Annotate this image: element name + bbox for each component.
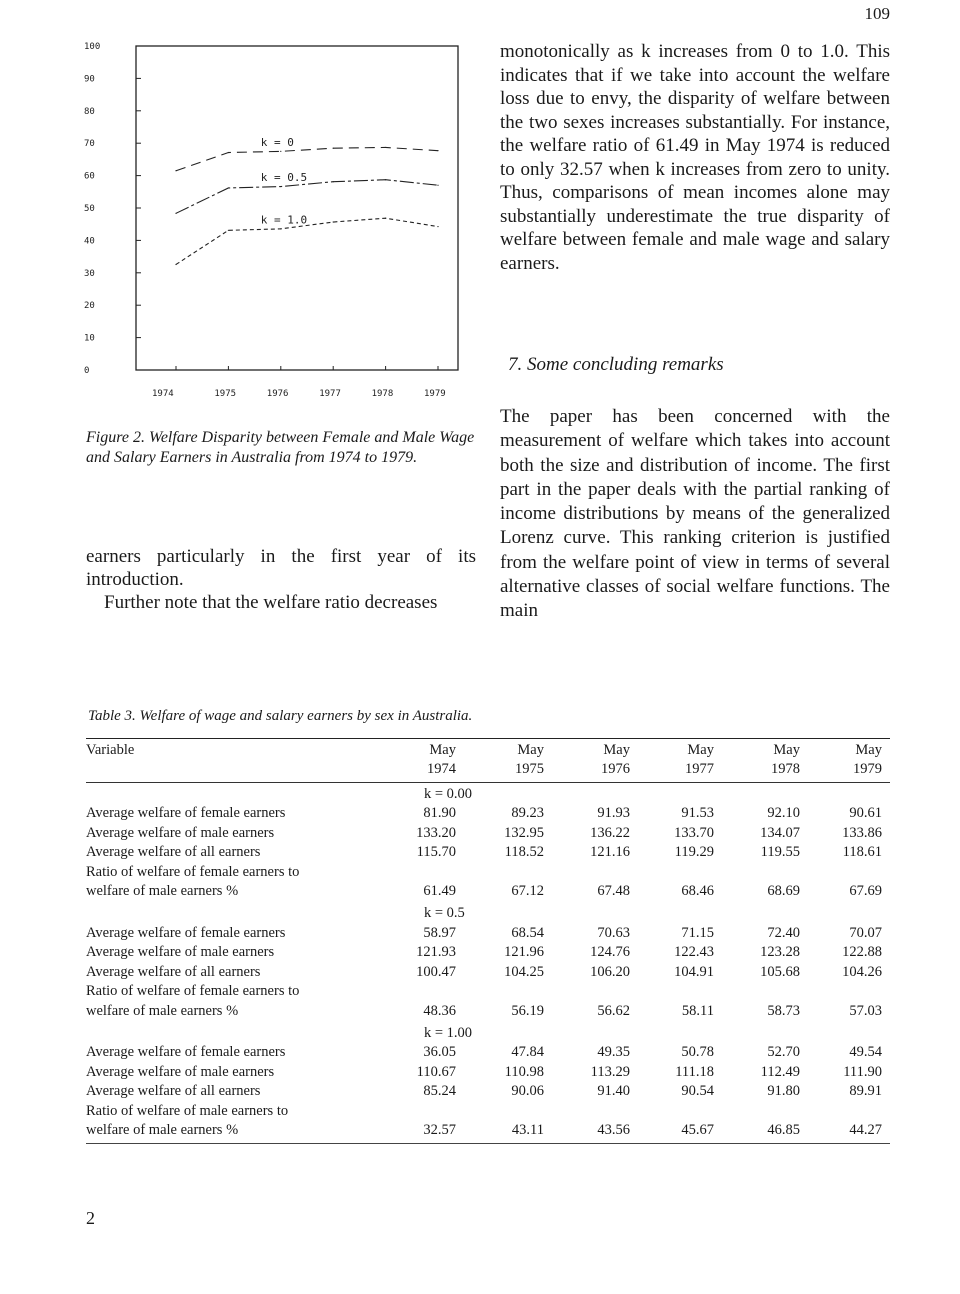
row-label: Average welfare of female earners — [86, 924, 286, 941]
y-tick-label: 0 — [84, 366, 90, 376]
table-cell: 91.40 — [597, 1083, 630, 1099]
left-column-line1: earners particularly in the first year of its introduction. — [86, 546, 476, 590]
left-column-line2: Further note that the welfare ratio decreases — [104, 592, 438, 613]
row-label: Ratio of welfare of female earners to — [86, 863, 300, 880]
table-cell: 68.46 — [681, 883, 714, 899]
y-tick-label: 40 — [84, 236, 95, 247]
table-cell: 61.49 — [423, 883, 456, 899]
series-label: k = 0.5 — [260, 171, 308, 185]
table-cell: 36.05 — [423, 1044, 456, 1060]
column-header-year: 1976 — [601, 761, 630, 777]
x-tick-label: 1979 — [424, 389, 446, 398]
table-cell: 52.70 — [767, 1044, 800, 1060]
y-tick-label: 30 — [84, 268, 95, 279]
figure-caption-text: Welfare Disparity between Female and Male Wage and Salary Earners in Australia from 1974 to 1979. — [86, 429, 475, 466]
y-tick-label: 60 — [84, 171, 95, 182]
data-point — [385, 179, 386, 180]
series-line — [176, 180, 438, 214]
table-cell: 90.54 — [681, 1083, 714, 1099]
table-cell: 106.20 — [590, 963, 630, 980]
table-cell: 72.40 — [767, 924, 800, 941]
table-cell: 136.22 — [590, 824, 630, 841]
data-point — [280, 186, 281, 187]
table-cell: 132.95 — [504, 824, 544, 841]
y-tick-label: 100 — [84, 42, 101, 52]
right-column-paragraph2 — [500, 405, 890, 624]
table-cell: 119.55 — [760, 844, 800, 860]
table-cell: 133.70 — [674, 824, 714, 841]
ratio-row-label — [86, 861, 890, 881]
series-label: k = 1.0 — [260, 213, 308, 227]
column-header-month: May — [855, 741, 882, 758]
table-cell: 112.49 — [760, 1063, 800, 1080]
row-label: Ratio of welfare of female earners to — [86, 983, 300, 999]
table-cell: 110.67 — [416, 1063, 456, 1080]
row-label: welfare of male earners % — [86, 883, 239, 899]
table-cell: 43.56 — [597, 1122, 630, 1138]
table-cell: 68.54 — [511, 924, 544, 941]
x-tick-label: 1978 — [371, 389, 394, 398]
data-point — [385, 218, 386, 219]
paragraph-text: The paper has been concerned with the measurement of welfare which takes into account both the size and distribution of income. The first part in the paper deals with the partial ranking of income distributions by means of the generalized Lorenz curve. This ranking criterion is justified from the welfare point of view in terms of several alternative classes of social welfare functions. The main — [500, 406, 890, 622]
table-cell: 111.90 — [843, 1063, 882, 1080]
table-cell: 70.07 — [849, 924, 882, 941]
x-tick-label: 1975 — [214, 389, 237, 398]
variable-header: Variable — [86, 741, 135, 758]
table-cell: 104.91 — [674, 963, 714, 980]
figure-caption — [86, 428, 486, 468]
paragraph-text: monotonically as k increases from 0 to 1.0. This indicates that if we take into account the welfare loss due to envy, the disparity of welfare between the two sexes increases substantially. For instance, the welfare ratio of 61.49 in May 1974 is reduced to only 32.57 when k increases from zero to unity. Thus, comparisons of mean incomes alone may substantially underestimate the true disparity of welfare between female and male wage and salary earners. — [500, 41, 890, 274]
row-label: welfare of male earners % — [86, 1122, 239, 1138]
table-caption-label: Table 3. — [88, 708, 136, 724]
table-cell: 43.11 — [511, 1122, 544, 1138]
y-tick-label: 70 — [84, 139, 95, 150]
table-cell: 47.84 — [511, 1044, 544, 1060]
table-cell: 68.69 — [767, 883, 800, 899]
data-point — [333, 148, 334, 149]
series-label: k = 0 — [260, 135, 294, 149]
table-cell: 122.43 — [674, 944, 714, 960]
ratio-row-label — [86, 1100, 890, 1120]
data-point — [437, 226, 438, 227]
table-cell: 91.80 — [767, 1083, 800, 1099]
table-cell: 71.15 — [681, 924, 714, 941]
table-cell: 56.19 — [511, 1002, 544, 1019]
table-row — [86, 961, 890, 981]
data-point — [437, 150, 438, 151]
table-cell: 89.91 — [849, 1083, 882, 1099]
table-cell: 46.85 — [767, 1122, 800, 1138]
table-cell: 100.47 — [416, 963, 456, 980]
table-cell: 50.78 — [681, 1044, 714, 1060]
column-header-month: May — [603, 741, 630, 758]
row-label: Average welfare of all earners — [86, 963, 261, 980]
table-cell: 44.27 — [849, 1122, 882, 1138]
table-cell: 45.67 — [681, 1122, 714, 1138]
table-row — [86, 1000, 890, 1020]
data-point — [175, 264, 176, 265]
y-tick-label: 10 — [84, 333, 95, 344]
table-cell: 110.98 — [504, 1063, 544, 1080]
table-row — [86, 922, 890, 942]
table-row — [86, 881, 890, 901]
table-row — [86, 1061, 890, 1081]
table-cell: 90.06 — [511, 1083, 544, 1099]
table-cell: 85.24 — [423, 1083, 456, 1099]
figure-caption-label: Figure 2. — [86, 429, 145, 446]
table-header-row-year — [86, 759, 890, 779]
row-label: Average welfare of female earners — [86, 805, 286, 821]
data-point — [228, 187, 229, 188]
table-cell: 118.52 — [504, 844, 544, 860]
table-cell: 121.16 — [590, 844, 630, 860]
table-cell: 121.93 — [416, 944, 456, 960]
data-point — [175, 170, 176, 171]
column-header-year: 1977 — [685, 761, 714, 777]
table-cell: 133.20 — [416, 824, 456, 841]
table-row — [86, 822, 890, 842]
table-cell: 56.62 — [597, 1002, 630, 1019]
data-point — [385, 147, 386, 148]
column-header-year: 1978 — [771, 761, 800, 777]
data-point — [333, 181, 334, 182]
table-cell: 122.88 — [842, 944, 882, 960]
table-cell: 58.11 — [681, 1002, 714, 1019]
column-header-year: 1975 — [515, 761, 544, 777]
table-cell: 67.69 — [849, 883, 882, 899]
table-cell: 91.53 — [681, 805, 714, 821]
welfare-table-wrap — [86, 738, 890, 1144]
row-label: Average welfare of male earners — [86, 1063, 275, 1080]
x-tick-label: 1977 — [319, 389, 341, 398]
section-heading: 7. Some concluding remarks — [508, 354, 724, 375]
k-group-label: k = 1.00 — [424, 1024, 473, 1041]
table-cell: 111.18 — [675, 1063, 714, 1080]
plot-frame — [136, 46, 458, 370]
row-label: welfare of male earners % — [86, 1002, 239, 1019]
table-cell: 81.90 — [423, 805, 456, 821]
welfare-table — [86, 738, 890, 1144]
series-line — [176, 147, 438, 170]
table-cell: 133.86 — [842, 824, 882, 841]
data-point — [228, 230, 229, 231]
table-cell: 49.35 — [597, 1044, 630, 1060]
k-group-label-row — [86, 900, 890, 922]
table-cell: 124.76 — [590, 944, 630, 960]
x-tick-label: 1976 — [266, 389, 289, 398]
table-caption — [88, 708, 472, 725]
y-tick-label: 80 — [84, 106, 95, 117]
column-header-month: May — [773, 741, 800, 758]
table-caption-text: Welfare of wage and salary earners by sex in Australia. — [139, 708, 473, 724]
footer-page-number: 2 — [86, 1208, 95, 1228]
table-row — [86, 842, 890, 862]
table-cell: 48.36 — [423, 1002, 456, 1019]
page-number: 109 — [864, 4, 890, 23]
data-point — [280, 228, 281, 229]
x-tick-label: 1974 — [152, 389, 174, 398]
table-row — [86, 803, 890, 823]
y-tick-label: 50 — [84, 204, 95, 214]
table-cell: 67.12 — [511, 883, 544, 899]
table-row — [86, 1081, 890, 1101]
table-cell: 90.61 — [849, 805, 882, 821]
row-label: Average welfare of all earners — [86, 1083, 261, 1099]
column-header-month: May — [517, 741, 544, 758]
column-header-month: May — [687, 741, 714, 758]
table-cell: 67.48 — [597, 883, 630, 899]
row-label: Average welfare of male earners — [86, 944, 275, 960]
k-group-label: k = 0.5 — [424, 905, 465, 921]
ratio-row-label — [86, 981, 890, 1001]
data-point — [175, 213, 176, 214]
table-cell: 121.96 — [504, 944, 544, 960]
table-cell: 115.70 — [416, 844, 456, 860]
data-point — [280, 151, 281, 152]
table-cell: 105.68 — [760, 963, 800, 980]
table-cell: 134.07 — [760, 824, 800, 841]
table-cell: 119.29 — [674, 844, 714, 860]
k-group-label-row — [86, 783, 890, 803]
y-tick-label: 90 — [84, 74, 95, 85]
table-row — [86, 942, 890, 962]
row-label: Average welfare of all earners — [86, 844, 261, 860]
table-cell: 104.26 — [842, 963, 882, 980]
table-cell: 123.28 — [760, 944, 800, 960]
table-cell: 91.93 — [597, 805, 630, 821]
table-header-row-month — [86, 739, 890, 759]
k-group-label: k = 0.00 — [424, 785, 473, 802]
table-cell: 104.25 — [504, 963, 544, 980]
table-cell: 92.10 — [767, 805, 800, 821]
table-row — [86, 1042, 890, 1062]
table-cell: 70.63 — [597, 924, 630, 941]
data-point — [228, 152, 229, 153]
column-header-year: 1979 — [853, 761, 882, 777]
table-row — [86, 1120, 890, 1140]
table-cell: 58.97 — [423, 924, 456, 941]
column-header-year: 1974 — [427, 761, 456, 777]
table-cell: 32.57 — [423, 1122, 456, 1138]
row-label: Average welfare of male earners — [86, 824, 275, 841]
table-cell: 58.73 — [767, 1002, 800, 1019]
table-cell: 113.29 — [590, 1063, 630, 1080]
table-cell: 49.54 — [849, 1044, 882, 1060]
k-group-label-row — [86, 1020, 890, 1042]
row-label: Ratio of welfare of male earners to — [86, 1102, 289, 1119]
table-cell: 89.23 — [511, 805, 544, 821]
right-column-paragraph1 — [500, 40, 890, 275]
welfare-disparity-chart — [78, 38, 488, 398]
row-label: Average welfare of female earners — [86, 1044, 286, 1060]
data-point — [437, 185, 438, 186]
y-tick-label: 20 — [84, 301, 95, 312]
left-column-text — [86, 545, 476, 614]
data-point — [333, 221, 334, 222]
table-cell: 57.03 — [849, 1002, 882, 1019]
column-header-month: May — [429, 741, 456, 758]
table-cell: 118.61 — [842, 844, 882, 860]
